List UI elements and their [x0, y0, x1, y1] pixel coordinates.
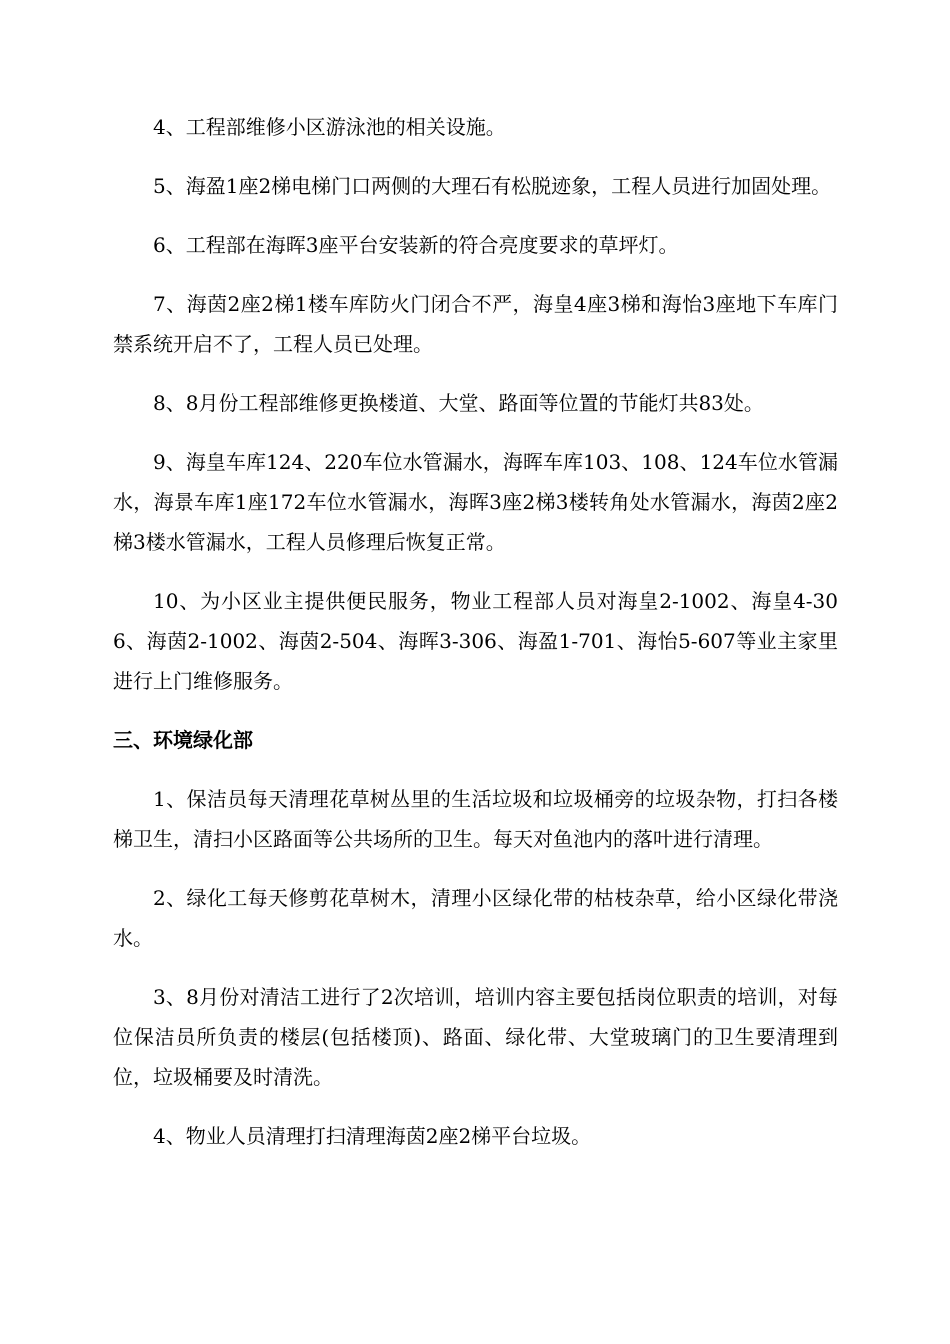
engineering-item-6: 6、工程部在海晖3座平台安装新的符合亮度要求的草坪灯。	[153, 233, 679, 257]
environment-item-4: 4、物业人员清理打扫清理海茵2座2梯平台垃圾。	[153, 1124, 592, 1148]
engineering-item-5: 5、海盈1座2梯电梯门口两侧的大理石有松脱迹象，工程人员进行加固处理。	[153, 174, 832, 198]
engineering-item-7: 7、海茵2座2梯1楼车库防火门闭合不严，海皇4座3梯和海怡3座地下车库门禁系统开启不了，工程人员已处理。	[113, 292, 838, 356]
engineering-item-10: 10、为小区业主提供便民服务，物业工程部人员对海皇2-1002、海皇4-306、海茵2-1002、海茵2-504、海晖3-306、海盈1-701、海怡5-607等业主家里进行上门维修服务。	[113, 589, 838, 693]
environment-item-1: 1、保洁员每天清理花草树丛里的生活垃圾和垃圾桶旁的垃圾杂物，打扫各楼梯卫生，清扫小区路面等公共场所的卫生。每天对鱼池内的落叶进行清理。	[113, 787, 838, 851]
engineering-item-8: 8、8月份工程部维修更换楼道、大堂、路面等位置的节能灯共83处。	[153, 391, 764, 415]
section-heading-environment: 三、环境绿化部	[113, 728, 253, 752]
environment-item-3: 3、8月份对清洁工进行了2次培训，培训内容主要包括岗位职责的培训，对每位保洁员所负责的楼层(包括楼顶)、路面、绿化带、大堂玻璃门的卫生要清理到位，垃圾桶要及时清洗。	[113, 985, 838, 1089]
engineering-item-9: 9、海皇车库124、220车位水管漏水，海晖车库103、108、124车位水管漏水，海景车库1座172车位水管漏水，海晖3座2梯3楼转角处水管漏水，海茵2座2梯3楼水管漏水，工程人员修理后恢复正常。	[113, 450, 838, 554]
environment-item-2: 2、绿化工每天修剪花草树木，清理小区绿化带的枯枝杂草，给小区绿化带浇水。	[113, 886, 838, 950]
engineering-item-4: 4、工程部维修小区游泳池的相关设施。	[153, 115, 506, 139]
document-body	[113, 107, 838, 1175]
